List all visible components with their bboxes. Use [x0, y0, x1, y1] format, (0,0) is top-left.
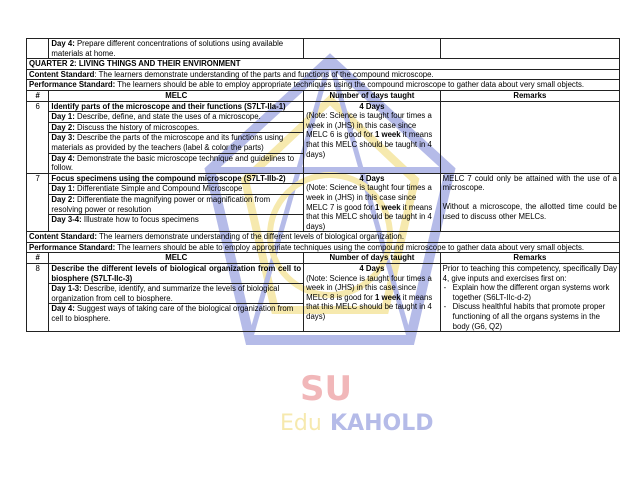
remarks-text: Without a microscope, the allotted time could be used to discuss other MELCs. [442, 201, 617, 221]
day-label: Day 3-4: [51, 215, 82, 225]
row-num: 6 [27, 101, 49, 173]
performance-standard-text: The learners should be able to employ appropriate techniques using the compound microscope to gather data about very small objects. [115, 80, 585, 90]
day-label: Day 2: [51, 194, 75, 204]
day-label: Day 2: [51, 122, 75, 132]
performance-standard-text: The learners should be able to employ appropriate techniques using the compound microscope to gather data about very small objects. [115, 242, 585, 252]
content-standard-label: Content Standard [29, 69, 95, 79]
melc-title: Identify parts of the microscope and their functions (S7LT-IIa-1) [51, 101, 286, 111]
quarter-title-row [27, 59, 620, 70]
days-taught: 4 Days [359, 264, 385, 274]
day-text: Differentiate Simple and Compound Microscope [74, 184, 243, 194]
day-text: Prepare different concentrations of solutions using available materials at home. [51, 39, 284, 58]
table-row [27, 39, 620, 59]
days-note: (Note: Science is taught four times a week in (JHS) in this case since MELC 6 is good for 1 week it means that this MELC should be taught in 4 days) [306, 111, 433, 159]
remarks-cell [440, 264, 619, 332]
melc-title: Describe the different levels of biological organization from cell to biosphere (S7LT-IIc-3) [51, 264, 302, 283]
day-text: Discuss the history of microscopes. [74, 122, 200, 132]
remarks-list [443, 283, 617, 331]
remarks-cell [440, 173, 619, 232]
days-note: (Note: Science is taught four times a week in (JHS) in this case since MELC 8 is good for 1 week it means that this MELC should be taught in 4 days) [306, 273, 433, 322]
days-taught: 4 Days [359, 173, 385, 183]
day-label: Day 1: [51, 112, 75, 122]
table-row [27, 101, 620, 173]
table-header-row [27, 253, 620, 264]
day-text: Demonstrate the basic microscope technique and guidelines to follow. [51, 153, 295, 173]
remarks-cell [440, 101, 619, 173]
performance-standard-label: Performance Standard: [29, 242, 116, 252]
header-days: Number of days taught [304, 90, 441, 101]
day-label: Day 4: [51, 153, 75, 163]
content-standard-row [27, 69, 620, 80]
day-text: Describe, define, and state the uses of a microscope. [74, 112, 261, 122]
table-row [27, 173, 620, 232]
table-header-row [27, 90, 620, 101]
list-item: - Explain how the different organ systems work together (S6LT-IIc-d-2) [453, 283, 617, 302]
day-label: Day 4: [51, 39, 75, 48]
content-standard-text: : The learners demonstrate understanding of the parts and functions of the compound microscope. [94, 69, 434, 79]
day-text: Differentiate the magnifying power or magnification from resolving power or resolution [51, 194, 271, 214]
remarks-text: Prior to teaching this competency, specifically Day 4, give inputs and exercises first on: [442, 264, 617, 283]
day-label: Day 1-3: [51, 284, 82, 294]
header-remarks: Remarks [440, 253, 619, 264]
day-text: Describe, identify, and summarize the levels of biological organization from cell to biosphere. [51, 284, 280, 303]
remarks-text: MELC 7 could only be attained with the use of a microscope. [442, 173, 617, 193]
performance-standard-label: Performance Standard: [29, 80, 116, 90]
row-num: 8 [27, 264, 49, 332]
header-melc: MELC [49, 253, 304, 264]
svg-text:SU: SU [300, 369, 353, 409]
day-text: Illustrate how to focus specimens [81, 215, 199, 225]
days-taught: 4 Days [359, 101, 385, 111]
content-standard-row [27, 232, 620, 243]
day-label: Day 1: [51, 184, 75, 194]
svg-text:Edu: Edu [280, 411, 322, 436]
svg-text:KAHOLD: KAHOLD [330, 411, 434, 436]
quarter-title: QUARTER 2: LIVING THINGS AND THEIR ENVIRONMENT [27, 59, 620, 70]
content-standard-text: The learners demonstrate understanding of the different levels of biological organization. [97, 232, 405, 242]
header-remarks: Remarks [440, 90, 619, 101]
melc-title: Focus specimens using the compound microscope (S7LT-IIb-2) [51, 173, 286, 183]
header-num: # [27, 90, 49, 101]
content-standard-label: Content Standard: [29, 232, 98, 242]
row-num: 7 [27, 173, 49, 232]
header-num: # [27, 253, 49, 264]
table-row [27, 264, 620, 332]
day-label: Day 3: [51, 133, 75, 143]
header-melc: MELC [49, 90, 304, 101]
performance-standard-row [27, 80, 620, 91]
header-days: Number of days taught [304, 253, 441, 264]
day-text: Suggest ways of taking care of the biological organization from cell to biosphere. [51, 304, 294, 324]
melc-table [26, 38, 620, 332]
days-note: (Note: Science is taught four times a week in (JHS) in this case since MELC 7 is good for 1 week it means that this MELC should be taught in 4 days) [306, 183, 433, 231]
day-label: Day 4: [51, 304, 75, 314]
performance-standard-row [27, 242, 620, 253]
day-text: Describe the parts of the microscope and its functions using materials as provided by the teachers (label & color the parts) [51, 133, 284, 152]
list-item: - Discuss healthful habits that promote proper functioning of all the organs systems in the body (G6, Q2) [453, 302, 617, 331]
